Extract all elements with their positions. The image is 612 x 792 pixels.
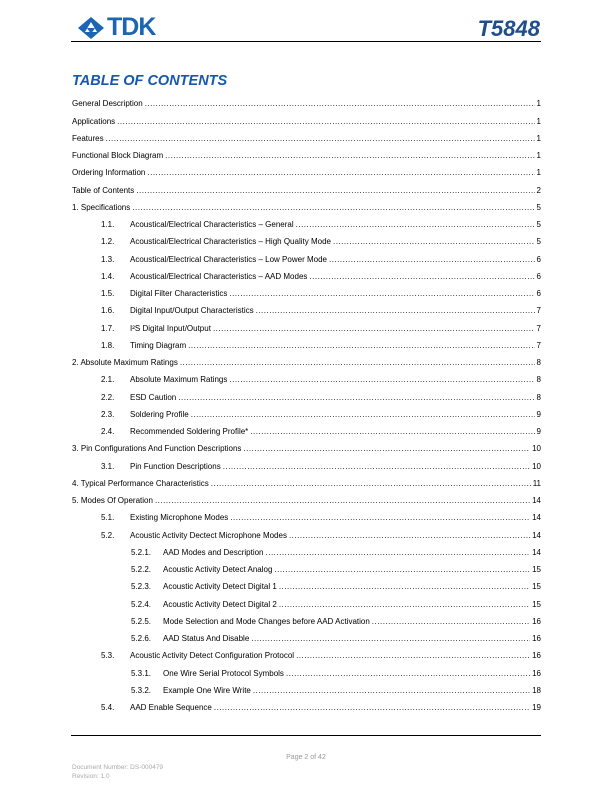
toc-entry-title: AAD Status And Disable bbox=[163, 634, 250, 643]
dot-leader bbox=[188, 341, 534, 351]
dot-leader bbox=[165, 151, 534, 161]
toc-entry[interactable] bbox=[72, 282, 541, 299]
dot-leader bbox=[289, 531, 530, 541]
toc-entry[interactable] bbox=[72, 230, 541, 247]
dot-leader bbox=[136, 186, 534, 196]
toc-entry[interactable] bbox=[72, 144, 541, 161]
dot-leader bbox=[223, 462, 530, 472]
dot-leader bbox=[266, 548, 531, 558]
toc-entry[interactable] bbox=[72, 523, 541, 540]
dot-leader bbox=[230, 513, 530, 523]
toc-entry-title: 3. Pin Configurations And Function Descriptions bbox=[72, 444, 242, 454]
toc-entry-page: 9 bbox=[536, 409, 541, 419]
toc-entry-page: 16 bbox=[532, 616, 541, 626]
toc-entry-page: 1 bbox=[536, 168, 541, 178]
toc-entry-number: 1.4. bbox=[101, 271, 115, 281]
dot-leader bbox=[213, 324, 535, 334]
dot-leader bbox=[274, 565, 530, 575]
dot-leader bbox=[372, 617, 530, 627]
toc-entry[interactable] bbox=[72, 299, 541, 316]
toc-entry-number: 2.1. bbox=[101, 375, 115, 385]
toc-entry-title: Example One Wire Write bbox=[163, 685, 251, 695]
toc-entry-number: 5.2.5. bbox=[131, 616, 152, 626]
toc-entry[interactable] bbox=[72, 403, 541, 420]
toc-entry-page: 16 bbox=[532, 668, 541, 678]
toc-entry-title: Features bbox=[72, 133, 104, 143]
toc-entry[interactable] bbox=[72, 127, 541, 144]
toc-entry-page: 15 bbox=[532, 599, 541, 609]
toc-entry-title: Existing Microphone Modes bbox=[130, 513, 229, 523]
document-info bbox=[72, 763, 163, 781]
dot-leader bbox=[243, 444, 530, 454]
dot-leader bbox=[214, 703, 530, 713]
toc-entry-page: 8 bbox=[536, 392, 541, 402]
page-number: Page 2 of 42 bbox=[286, 754, 326, 761]
toc-entry-page: 10 bbox=[532, 444, 541, 454]
toc-entry-page: 11 bbox=[532, 478, 541, 488]
toc-entry-page: 9 bbox=[536, 427, 541, 436]
dot-leader bbox=[145, 99, 535, 109]
toc-entry[interactable] bbox=[72, 627, 541, 644]
toc-entry-page: 15 bbox=[532, 565, 541, 574]
tdk-star-icon bbox=[78, 17, 104, 39]
toc-entry-number: 3.1. bbox=[101, 461, 115, 471]
dot-leader bbox=[250, 427, 534, 437]
toc-entry-title: Acoustic Activity Dectect Microphone Modes bbox=[130, 530, 287, 540]
dot-leader bbox=[253, 686, 530, 696]
toc-entry-title: 4. Typical Performance Characteristics bbox=[72, 478, 209, 488]
toc-entry-page: 1 bbox=[536, 116, 541, 126]
dot-leader bbox=[155, 496, 530, 506]
toc-entry-page: 6 bbox=[536, 271, 541, 281]
toc-entry-title: General Description bbox=[72, 99, 143, 109]
toc-entry-title: Acoustic Activity Detect Digital 1 bbox=[163, 582, 277, 592]
dot-leader bbox=[286, 669, 530, 679]
dot-leader bbox=[229, 375, 534, 385]
toc-entry-title: Acoustical/Electrical Characteristics – General bbox=[130, 220, 294, 229]
toc-entry-page: 14 bbox=[532, 530, 541, 540]
toc-entry-number: 1.8. bbox=[101, 340, 115, 350]
toc-entry-page: 7 bbox=[536, 323, 541, 333]
toc-entry-number: 1.7. bbox=[101, 323, 115, 333]
toc-entry-page: 1 bbox=[536, 99, 541, 109]
dot-leader bbox=[329, 255, 535, 265]
logo-text: TDK bbox=[107, 13, 156, 41]
toc-entry-number: 1.1. bbox=[101, 220, 115, 229]
toc-entry-number: 5.3.2. bbox=[131, 685, 152, 695]
toc-entry-page: 6 bbox=[536, 289, 541, 298]
toc-entry[interactable] bbox=[72, 161, 541, 178]
dot-leader bbox=[191, 410, 535, 420]
toc-entry[interactable] bbox=[72, 506, 541, 523]
toc-entry-title: 1. Specifications bbox=[72, 202, 131, 212]
toc-entry[interactable] bbox=[72, 351, 541, 368]
toc-entry-title: AAD Modes and Description bbox=[163, 547, 264, 557]
toc-entry[interactable] bbox=[72, 109, 541, 126]
dot-leader bbox=[279, 582, 530, 592]
toc-entry-page: 5 bbox=[536, 220, 541, 229]
toc-entry-number: 1.5. bbox=[101, 289, 115, 298]
toc-entry[interactable] bbox=[72, 661, 541, 678]
toc-entry-page: 8 bbox=[536, 358, 541, 367]
toc-entry[interactable] bbox=[72, 247, 541, 264]
toc-entry-number: 5.2.6. bbox=[131, 634, 152, 643]
toc-entry[interactable] bbox=[72, 265, 541, 282]
toc-entry-page: 5 bbox=[536, 202, 541, 212]
toc-entry-title: Functional Block Diagram bbox=[72, 151, 164, 160]
toc-entry[interactable] bbox=[72, 472, 541, 489]
toc-entry[interactable] bbox=[72, 178, 541, 195]
toc-entry-number: 2.2. bbox=[101, 392, 115, 402]
dot-leader bbox=[178, 393, 534, 403]
toc-entry-page: 7 bbox=[536, 306, 541, 316]
toc-entry[interactable] bbox=[72, 196, 541, 213]
document-number: Document Number: DS-000479 bbox=[72, 764, 164, 771]
toc-entry[interactable] bbox=[72, 92, 541, 109]
toc-entry-page: 6 bbox=[536, 254, 541, 264]
toc-entry-page: 15 bbox=[532, 582, 541, 592]
toc-entry-title: Table of Contents bbox=[72, 185, 135, 195]
toc-entry-number: 1.3. bbox=[101, 254, 115, 264]
toc-entry-title: 5. Modes Of Operation bbox=[72, 496, 153, 505]
toc-entry-title: Acoustical/Electrical Characteristics – AAD Modes bbox=[130, 271, 308, 281]
toc-entry[interactable] bbox=[72, 610, 541, 627]
toc-entry-page: 18 bbox=[532, 685, 541, 695]
dot-leader bbox=[117, 117, 534, 127]
revision: Revision: 1.0 bbox=[72, 773, 110, 780]
toc-entry-number: 2.3. bbox=[101, 409, 115, 419]
toc-entry-number: 5.2.2. bbox=[131, 565, 152, 574]
toc-entry-page: 14 bbox=[532, 496, 541, 505]
toc-entry[interactable] bbox=[72, 437, 541, 454]
toc-entry-page: 10 bbox=[532, 461, 541, 471]
dot-leader bbox=[333, 237, 535, 247]
toc-entry[interactable] bbox=[72, 368, 541, 385]
dot-leader bbox=[256, 306, 535, 316]
toc-entry-page: 8 bbox=[536, 375, 541, 385]
toc-entry-page: 5 bbox=[536, 237, 541, 247]
toc-entry-title: One Wire Serial Protocol Symbols bbox=[163, 668, 284, 678]
toc-entry-page: 16 bbox=[532, 634, 541, 643]
toc-entry-number: 2.4. bbox=[101, 427, 115, 436]
toc-entry-number: 1.2. bbox=[101, 237, 115, 247]
toc-entry-page: 19 bbox=[532, 703, 541, 712]
toc-entry[interactable] bbox=[72, 575, 541, 592]
toc-entry[interactable] bbox=[72, 213, 541, 230]
toc-entry-title: Acoustic Activity Detect Configuration Protocol bbox=[130, 651, 295, 661]
toc-entry-page: 14 bbox=[532, 513, 541, 523]
toc-entry[interactable] bbox=[72, 592, 541, 609]
toc-entry[interactable] bbox=[72, 696, 541, 713]
toc-entry-number: 5.1. bbox=[101, 513, 115, 523]
toc-entry-title: Digital Input/Output Characteristics bbox=[130, 306, 254, 316]
toc-entry-title: Recommended Soldering Profile* bbox=[130, 427, 249, 436]
dot-leader bbox=[251, 634, 530, 644]
dot-leader bbox=[296, 220, 535, 230]
toc-entry-title: Acoustical/Electrical Characteristics – High Quality Mode bbox=[130, 237, 331, 247]
table-of-contents bbox=[72, 92, 541, 713]
toc-entry-title: 2. Absolute Maximum Ratings bbox=[72, 358, 178, 367]
toc-entry-title: Absolute Maximum Ratings bbox=[130, 375, 228, 385]
toc-entry[interactable] bbox=[72, 454, 541, 471]
tdk-logo bbox=[78, 13, 155, 42]
toc-entry-title: Soldering Profile bbox=[130, 409, 189, 419]
toc-entry[interactable] bbox=[72, 558, 541, 575]
toc-entry[interactable] bbox=[72, 334, 541, 351]
toc-entry-title: I²S Digital Input/Output bbox=[130, 323, 211, 333]
toc-entry[interactable] bbox=[72, 489, 541, 506]
dot-leader bbox=[147, 168, 534, 178]
toc-entry[interactable] bbox=[72, 316, 541, 333]
toc-entry[interactable] bbox=[72, 385, 541, 402]
toc-entry-title: Acoustical/Electrical Characteristics – Low Power Mode bbox=[130, 254, 327, 264]
toc-entry-title: Acoustic Activity Detect Digital 2 bbox=[163, 599, 277, 609]
toc-entry-page: 16 bbox=[532, 651, 541, 661]
toc-entry-title: Ordering Information bbox=[72, 168, 146, 178]
dot-leader bbox=[132, 203, 534, 213]
dot-leader bbox=[279, 600, 530, 610]
toc-entry-page: 1 bbox=[536, 133, 541, 143]
dot-leader bbox=[106, 134, 535, 144]
toc-entry-title: Digital Filter Characteristics bbox=[130, 289, 228, 298]
toc-entry-page: 2 bbox=[536, 185, 541, 195]
toc-entry[interactable] bbox=[72, 679, 541, 696]
dot-leader bbox=[229, 289, 534, 299]
footer-divider bbox=[71, 735, 541, 736]
part-number: T5848 bbox=[477, 16, 540, 41]
toc-entry-number: 5.2. bbox=[101, 530, 115, 540]
dot-leader bbox=[211, 479, 531, 489]
toc-entry-title: Timing Diagram bbox=[130, 340, 187, 350]
toc-entry-title: Acoustic Activity Detect Analog bbox=[163, 565, 273, 574]
toc-entry-number: 5.2.3. bbox=[131, 582, 152, 592]
toc-entry-title: Pin Function Descriptions bbox=[130, 461, 221, 471]
toc-entry-number: 5.3.1. bbox=[131, 668, 152, 678]
toc-entry-number: 5.4. bbox=[101, 703, 115, 712]
toc-entry-number: 5.3. bbox=[101, 651, 115, 661]
toc-entry[interactable] bbox=[72, 644, 541, 661]
toc-entry[interactable] bbox=[72, 541, 541, 558]
dot-leader bbox=[180, 358, 535, 368]
toc-entry-page: 14 bbox=[532, 547, 541, 557]
dot-leader bbox=[296, 651, 530, 661]
toc-entry-title: Applications bbox=[72, 116, 116, 126]
toc-entry-page: 1 bbox=[536, 151, 541, 160]
toc-entry-title: Mode Selection and Mode Changes before AAD Activation bbox=[163, 616, 370, 626]
toc-entry-title: ESD Caution bbox=[130, 392, 177, 402]
toc-title: TABLE OF CONTENTS bbox=[72, 73, 228, 89]
toc-entry-number: 1.6. bbox=[101, 306, 115, 316]
header-divider bbox=[71, 41, 541, 42]
toc-entry[interactable] bbox=[72, 420, 541, 437]
toc-entry-title: AAD Enable Sequence bbox=[130, 703, 212, 712]
toc-entry-number: 5.2.4. bbox=[131, 599, 152, 609]
dot-leader bbox=[309, 272, 534, 282]
toc-entry-number: 5.2.1. bbox=[131, 547, 152, 557]
toc-entry-page: 7 bbox=[536, 340, 541, 350]
